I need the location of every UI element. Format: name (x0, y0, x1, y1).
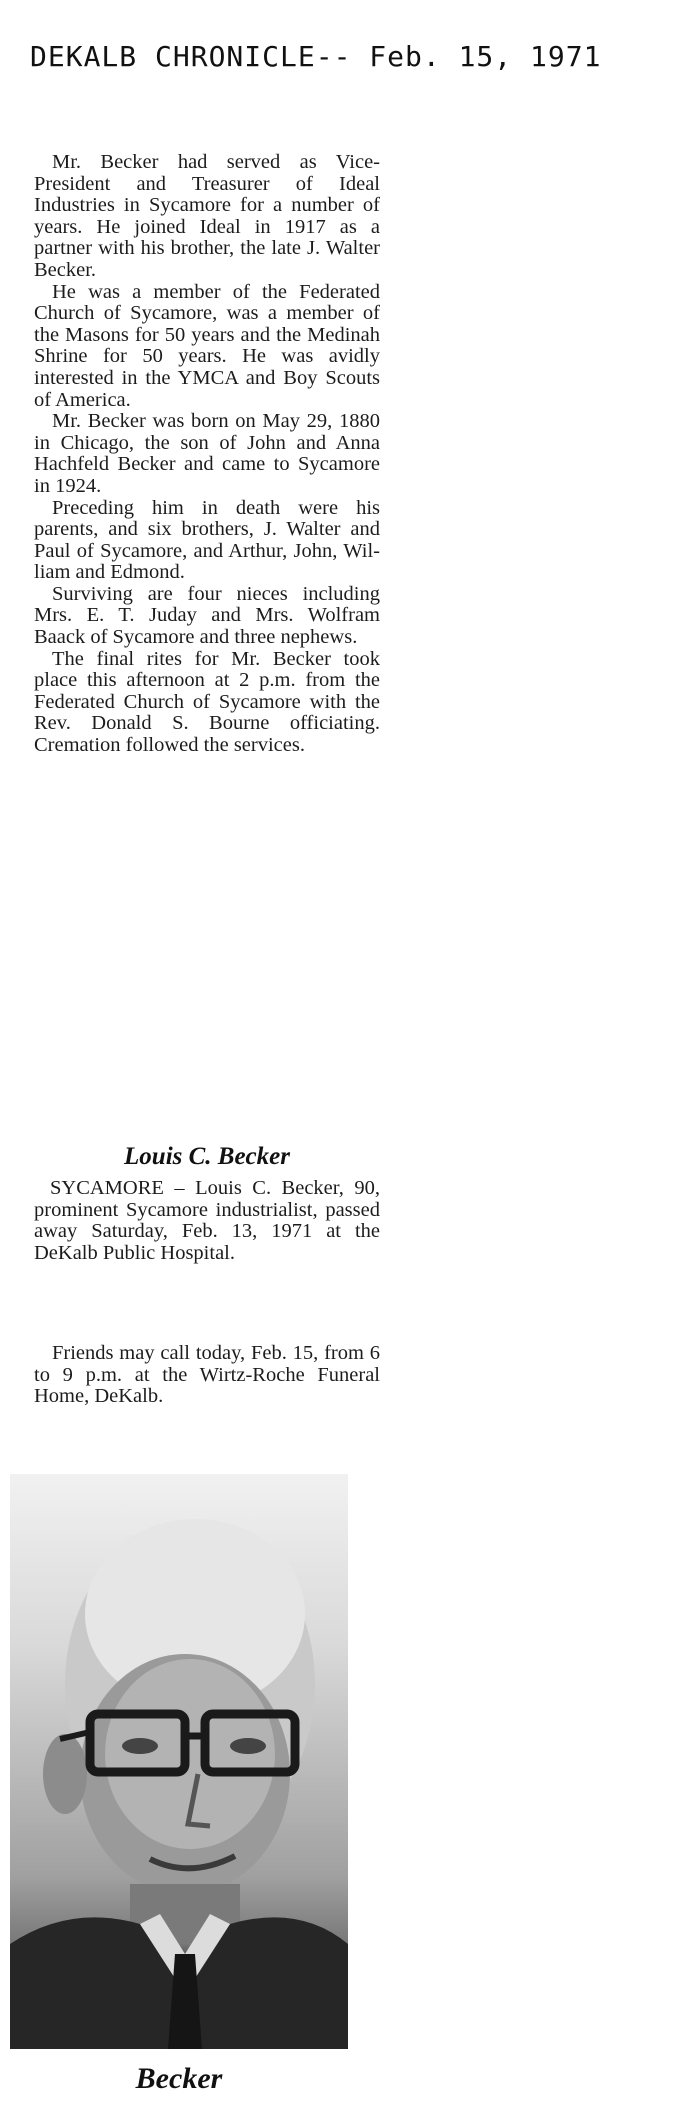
newspaper-header: DEKALB CHRONICLE-- Feb. 15, 1971 (30, 40, 602, 73)
portrait-illustration (10, 1474, 348, 2049)
obituary-lead (34, 1178, 380, 1264)
paragraph-birth: Mr. Becker was born on May 29, 1880 in Chicago, the son of John and Anna Hachfeld Becker and came to Sycamore in 1924. (34, 410, 380, 497)
paragraph-preceded: Preceding him in death were his parents, and six brothers, J. Walter and Paul of Sycamore, and Arthur, John, William and Edmond. (34, 496, 380, 584)
paragraph-survivors: Surviving are four nieces including Mrs. E. T. Juday and Mrs. Wolfram Baack of Sycamore and three nephews. (34, 582, 380, 649)
obituary-visitation (34, 1343, 380, 1408)
paragraph-lead: SYCAMORE – Louis C. Becker, 90, prominent Sycamore industrialist, passed away Saturday, Feb. 13, 1971 at the DeKalb Public Hospital. (34, 1177, 380, 1264)
obituary-continuation (34, 152, 380, 757)
obituary-title: Louis C. Becker (124, 1143, 290, 1170)
paragraph-final-rites: The final rites for Mr. Becker took place this afternoon at 2 p.m. from the Federated Church of Sycamore with the Rev. Donald S. Bourne officiating. Cremation followed the services. (34, 647, 380, 757)
paragraph-memberships: He was a member of the Federated Church of Sycamore, was a member of the Masons for 50 years and the Medinah Shrine for 50 years. He was avidly interested in the YMCA and Boy Scouts of America. (34, 280, 380, 411)
paragraph-friends: Friends may call today, Feb. 15, from 6 to 9 p.m. at the Wirtz-Roche Funeral Home, DeKalb. (34, 1342, 380, 1408)
portrait-photo (10, 1474, 348, 2049)
photo-caption: Becker (135, 2062, 223, 2095)
paragraph-career: Mr. Becker had served as Vice-President and Treasurer of Ideal Industries in Sycamore for a number of years. He joined Ideal in 1917 as a partner with his brother, the late J. Walter Becker. (34, 151, 380, 281)
